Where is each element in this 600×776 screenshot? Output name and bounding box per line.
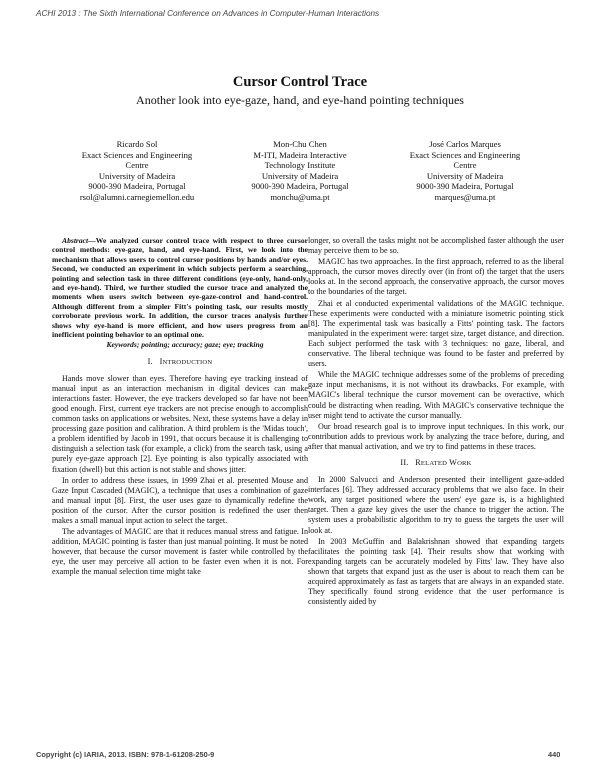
- section-heading-introduction: [52, 357, 308, 368]
- section-title-initial: R: [415, 457, 421, 467]
- paragraph: The advantages of MAGIC are that it reduces manual stress and fatigue. In addition, MAGIC pointing is faster than just manual pointing. It must be noted however, that because the cursor movement is faster while controlled by the eye, the user may perceive all action to be faster even when it is not. For example the manual selection time might take: [52, 527, 308, 577]
- author-affiliation-line: M-ITI, Madeira Interactive: [253, 149, 347, 160]
- author-email: marques@uma.pt: [434, 191, 496, 202]
- section-title-initial: W: [449, 457, 458, 467]
- author-affiliation-line: University of Madeira: [261, 170, 339, 181]
- right-column: [308, 236, 564, 608]
- keywords: Keywords; pointing; accuracy; gaze; eye; tracking: [106, 340, 264, 350]
- author-email: rsol@alumni.carnegiemellon.edu: [79, 191, 195, 202]
- paragraph: longer, so overall the tasks might not be accomplished faster although the user may perceive them to be so.: [308, 236, 564, 256]
- abstract-text: —We analyzed cursor control trace with respect to three cursor control methods: eye-gaze, hand, and eye-hand. First, we look into the mechanism that allows users to control cursor positions by hands and/or eyes. Second, we conducted an experiment in which subjects perform a searching, pointing and selection task in three different conditions (eye-only, hand-only, and eye-hand). Third, we further studied the cursor trace and analyzed the moments when users switch between eye-gaze-control and hand-control. Although different from a simpler Fitt's pointing task, our results mostly corroborate previous work. In addition, the cursor traces analysis further shows why eye-hand is more efficient, and how users progress from an inefficient pointing behavior to an optimal one.: [52, 236, 308, 340]
- page-number: 440: [548, 750, 561, 759]
- section-title-rest: ELATED: [420, 459, 448, 467]
- author-name: Ricardo Sol: [116, 139, 158, 149]
- author-name: José Carlos Marques: [429, 139, 501, 149]
- paragraph: In 2000 Salvucci and Anderson presented their intelligent gaze-added interfaces [6]. They addressed accuracy problems that we also face. In their work, any target positioned where the users' eye gaze is, is a highlighted target. Then a gaze key gives the user the chance to trigger the action. The system uses a probabilistic algorithm to try to guess the targets the user will look at.: [308, 475, 564, 535]
- author-affiliation-line: 9000-390 Madeira, Portugal: [416, 181, 514, 191]
- paragraph: In order to address these issues, in 1999 Zhai et al. presented Mouse and Gaze Input Cascaded (MAGIC), a technique that uses a combination of gaze and manual input [8]. First, the user uses gaze to dynamically redefine the position of the cursor. After the cursor position is redefined the user then makes a small manual input action to select the target.: [52, 475, 308, 525]
- author-affiliation-line: Exact Sciences and Engineering: [409, 149, 521, 160]
- abstract-label: Abstract: [62, 236, 89, 245]
- conference-header: ACHI 2013 : The Sixth International Conference on Advances in Computer-Human Interactions: [36, 9, 380, 18]
- section-title-rest: ORK: [457, 459, 472, 467]
- author-block-3: [380, 139, 550, 202]
- paragraph: MAGIC has two approaches. In the first approach, referred to as the liberal approach, the cursor moves directly over (in front of) the target that the users looks at. In the second approach, the conservative approach, the cursor moves to the boundaries of the target.: [308, 257, 564, 297]
- author-affiliation-line: Centre: [453, 160, 477, 170]
- paragraph: Our broad research goal is to improve input techniques. In this work, our contribution adds to previous work by analyzing the trace before, during, and after that manual activation, and we try to find patterns in these traces.: [308, 421, 564, 451]
- author-name: Mon-Chu Chen: [273, 139, 327, 149]
- author-affiliation-line: 9000-390 Madeira, Portugal: [88, 181, 186, 191]
- section-title-rest: NTRODUCTION: [162, 358, 213, 366]
- author-affiliation-line: 9000-390 Madeira, Portugal: [251, 181, 349, 191]
- section-number: II.: [400, 457, 409, 467]
- paper-title: Cursor Control Trace: [232, 74, 368, 90]
- paragraph: Zhai et al conducted experimental validations of the MAGIC technique. These experiments were conducted with a miniature isometric pointing stick [8]. The experimental task was basically a Fitts' pointing task. The factors manipulated in the experiment were: target size, target distance, and direction. Each subject performed the task with 3 techniques: no gaze, liberal, and conservative. The liberal technique was found to be faster and preferred by users.: [308, 298, 564, 369]
- paper-subtitle: Another look into eye-gaze, hand, and eye-hand pointing techniques: [136, 93, 464, 107]
- paragraph: Hands move slower than eyes. Therefore having eye tracking instead of manual input as an interaction mechanism in digital devices can make interactions faster. However, the eye trackers developed so far have not been good enough. First, current eye trackers are not precise enough to accomplish common tasks on applications or websites. Next, these systems have a delay in processing gaze position and calibration. A third problem is the 'Midas touch', a problem identified by Jacob in 1991, that occurs because it is challenging to distinguish a selection task (for example, a click) from the search task, using a purely eye-gaze approach [2]. Eye pointing is also typically associated with fixation (dwell) but this action is not stable and shows jitter.: [52, 373, 308, 474]
- author-email: monchu@uma.pt: [270, 191, 330, 202]
- left-column: [52, 236, 308, 579]
- author-block-2: [215, 139, 385, 202]
- author-affiliation-line: Technology Institute: [264, 160, 336, 170]
- section-number: I.: [147, 356, 153, 366]
- abstract: [52, 236, 308, 339]
- section-heading-related-work: [308, 458, 564, 469]
- paragraph: In 2003 McGuffin and Balakrishnan showed that expanding targets facilitates the pointing task [4]. Their results show that working with expanding targets can be accurately modeled by Fitts' law. They have also shown that targets that expand just as the user is about to reach them can be acquired approximately as fast as targets that are always in an expanded state. They specifically found strong evidence that the user performance is consistently aided by: [308, 536, 564, 607]
- copyright-footer: Copyright (c) IARIA, 2013. ISBN: 978-1-61208-250-9: [36, 750, 215, 759]
- author-affiliation-line: Centre: [125, 160, 149, 170]
- author-affiliation-line: University of Madeira: [98, 170, 176, 181]
- author-block-1: [52, 139, 222, 202]
- section-title-initial: I: [159, 356, 163, 366]
- paragraph: While the MAGIC technique addresses some of the problems of preceding gaze input mechanisms, it is not without its drawbacks. For example, with MAGIC's liberal technique the cursor movement can be overactive, which could be distracting when reading. With MAGIC's conservative technique the user might tend to activate the cursor manually.: [308, 370, 564, 420]
- author-affiliation-line: University of Madeira: [426, 170, 504, 181]
- author-affiliation-line: Exact Sciences and Engineering: [81, 149, 193, 160]
